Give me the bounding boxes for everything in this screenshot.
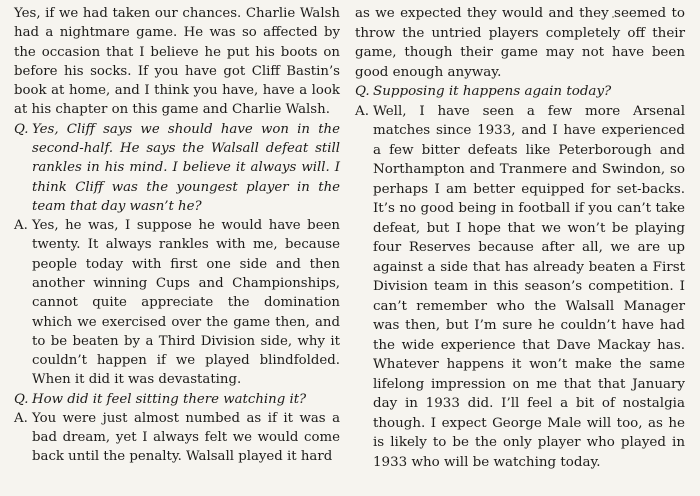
paragraph-text: Yes, if we had taken our chances. Charlie Walsh had a nightmare game. He was so affected by the occasion that I believe he put his boots on before his socks. If you have got Cliff Bastin’s book at home, and I think you have, have a look at his chapter on this game and Charlie Walsh. [14, 6, 340, 118]
paragraph-continuation [14, 4, 340, 120]
answer-text: Well, I have seen a few more Arsenal matches since 1933, and I have experienced a few bitter defeats like Peterborough and Northampton and Tranmere and Swindon, so perhaps I am better equipped for set-backs. It’s no good being in football if you can’t take defeat, but I hope that we won’t be playing four Reserves because after all, we are up against a side that has already beaten a First Division team in this season’s competition. I can’t remember who the Walsall Manager was then, but I’m sure he couldn’t have had the wide experience that Dave Mackay has. Whatever happens it won’t make the same lifelong impression on me that that January day in 1933 did. I’ll feel a bit of nostalgia though. I expect George Male will too, as he is likely to be the only player who played in 1933 who will be watching today. [373, 103, 685, 470]
question-text: Supposing it happens again today? [373, 84, 612, 99]
right-column [355, 4, 685, 472]
answer-marker: A. [355, 103, 369, 119]
answer-paragraph [14, 409, 340, 467]
question-text: Yes, Cliff says we should have won in the second-half. He says the Walsall defeat still rankles in his mind. I believe it always will. I think Cliff was the youngest player in the team that day wasn’t he? [32, 121, 340, 214]
paragraph-text: as we expected they would and they seemed to throw the untried players completely off their game, though their game may not have been good enough anyway. [355, 6, 685, 80]
answer-paragraph [14, 216, 340, 390]
question-marker: Q. [14, 391, 29, 407]
answer-text: Yes, he was, I suppose he would have been twenty. It always rankles with me, because people today with first one side and then another winning Cups and Championships, cannot quite appreciate the domination which we exercised over the game then, and to be beaten by a Third Division side, why it couldn’t happen if we played blindfolded. When it did it was devastating. [32, 218, 340, 388]
question-marker: Q. [14, 121, 29, 137]
question-text: How did it feel sitting there watching it? [32, 391, 307, 407]
question-paragraph [14, 120, 340, 216]
answer-text: You were just almost numbed as if it was a bad dream, yet I always felt we would come back until the penalty. Walsall played it hard [32, 410, 340, 465]
left-column [14, 4, 340, 467]
question-marker: Q. [355, 84, 370, 99]
answer-marker: A. [14, 218, 28, 234]
question-paragraph [355, 82, 685, 102]
answer-marker: A. [14, 410, 28, 426]
question-paragraph [14, 390, 340, 409]
answer-paragraph [355, 102, 685, 473]
paragraph-continuation [355, 4, 685, 82]
